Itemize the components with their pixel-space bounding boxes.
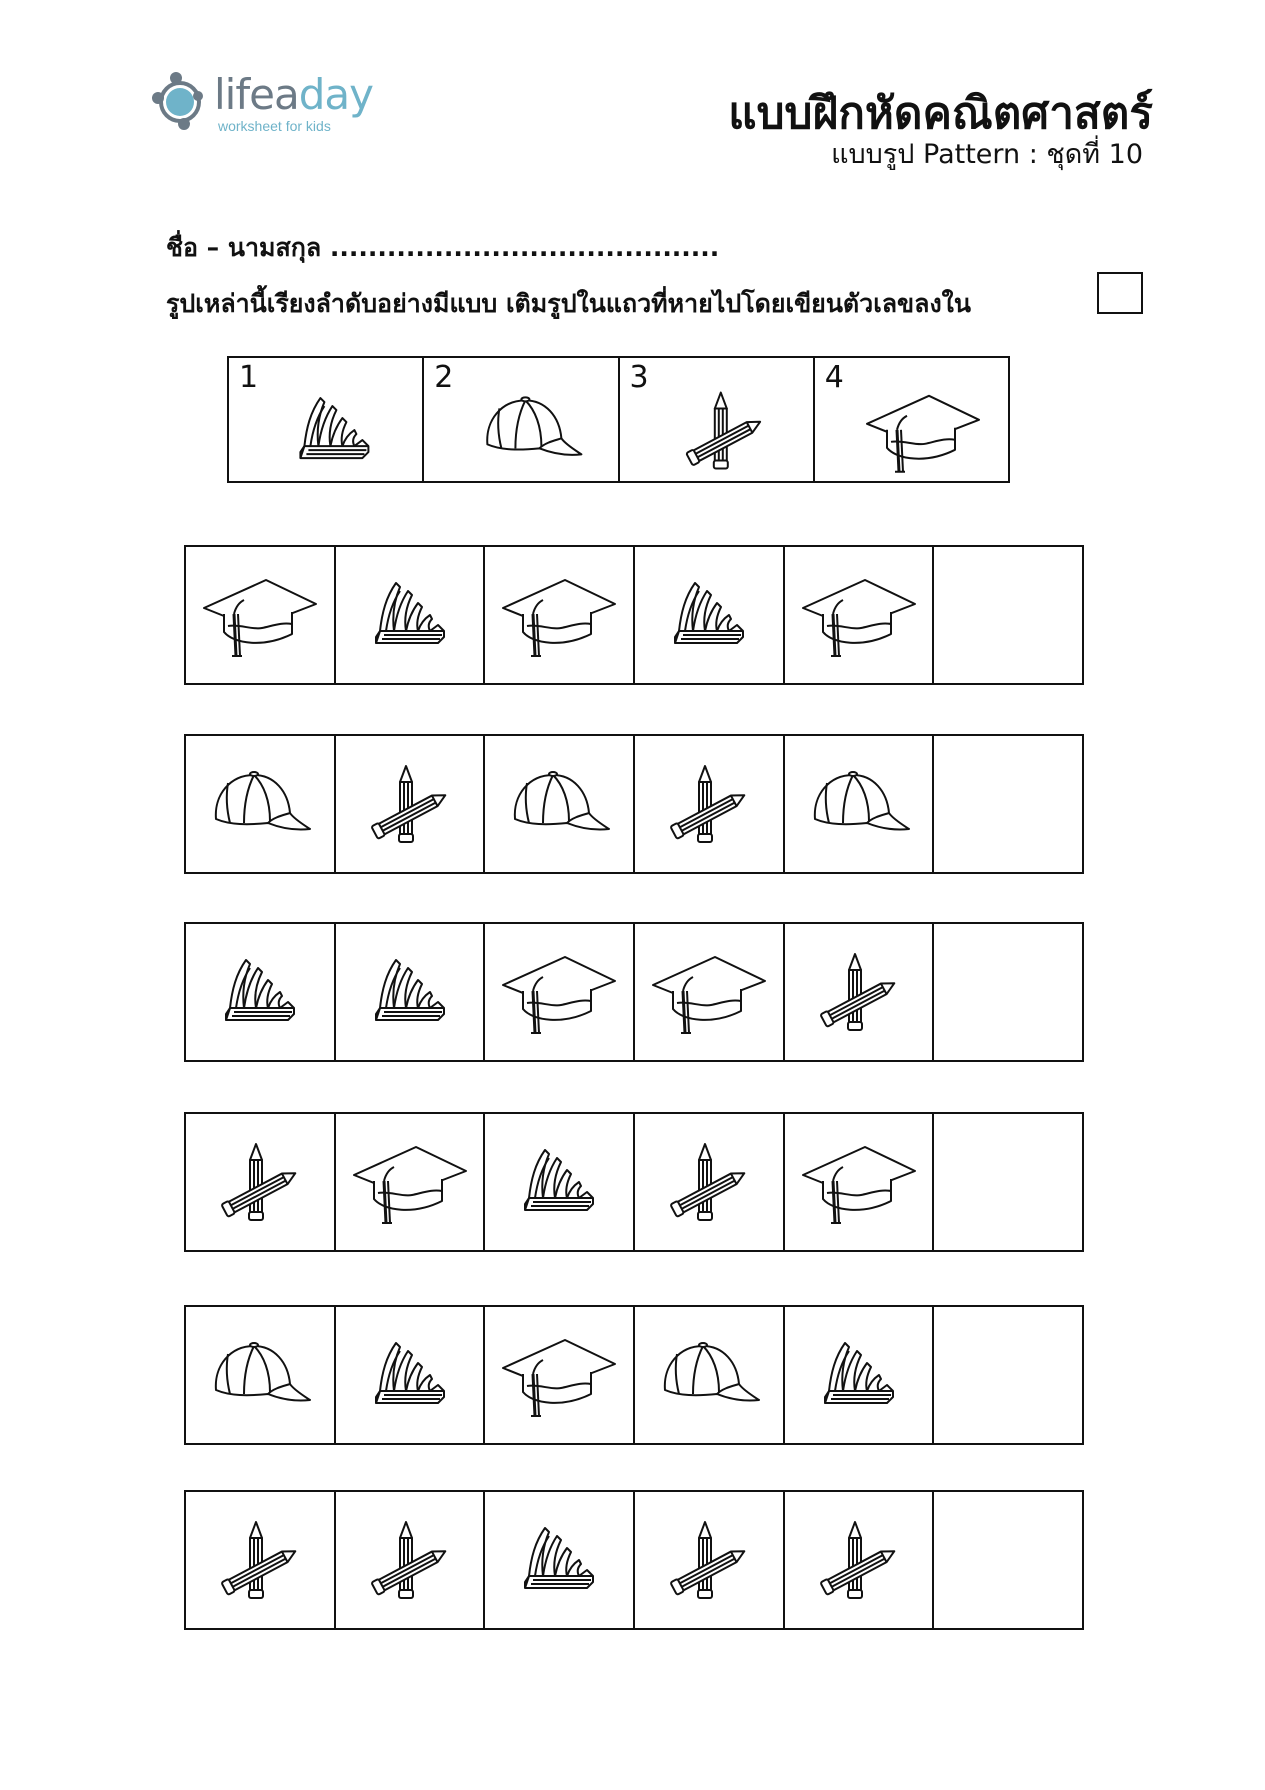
logo-tagline: worksheet for kids [218, 118, 331, 134]
pattern-cell [186, 1114, 336, 1250]
graduation-cap-icon [499, 570, 619, 660]
pattern-cell [186, 1492, 336, 1628]
key-cell [620, 358, 815, 481]
key-cell [815, 358, 1008, 481]
pencil-icon [665, 760, 753, 848]
logo-word-part1: lifea [214, 70, 299, 119]
pattern-cell [485, 736, 635, 872]
cap-icon [479, 390, 583, 468]
student-name-line[interactable]: ชื่อ – นามสกุล ......................................... [166, 233, 720, 262]
graduation-cap-icon [799, 1137, 919, 1227]
answer-blank-cell[interactable] [934, 547, 1082, 683]
pattern-row [184, 1305, 1084, 1445]
answer-blank-cell[interactable] [934, 924, 1082, 1060]
pattern-cell [485, 1307, 635, 1443]
book-icon [517, 1140, 601, 1224]
key-number: 2 [434, 360, 454, 395]
cap-icon [208, 1336, 312, 1414]
pattern-cell [785, 736, 935, 872]
pattern-cell [785, 1492, 935, 1628]
pattern-cell [485, 1114, 635, 1250]
graduation-cap-icon [649, 947, 769, 1037]
key-number: 1 [239, 360, 259, 395]
book-icon [218, 950, 302, 1034]
cap-icon [507, 765, 611, 843]
logo-word-part2: day [298, 70, 373, 119]
book-icon [292, 388, 376, 472]
pattern-cell [635, 1114, 785, 1250]
graduation-cap-icon [863, 385, 983, 475]
lifeaday-logo [152, 68, 392, 138]
pencil-icon [216, 1516, 304, 1604]
pencil-icon [815, 1516, 903, 1604]
pattern-cell [485, 547, 635, 683]
graduation-cap-icon [499, 947, 619, 1037]
pattern-cell [336, 1492, 486, 1628]
book-icon [368, 1333, 452, 1417]
book-icon [368, 950, 452, 1034]
pattern-cell [336, 736, 486, 872]
graduation-cap-icon [350, 1137, 470, 1227]
pattern-cell [186, 736, 336, 872]
pattern-cell [785, 1114, 935, 1250]
key-cell [229, 358, 424, 481]
page-title: แบบฝึกหัดคณิตศาสตร์ [728, 88, 1153, 139]
book-icon [368, 573, 452, 657]
key-number: 4 [824, 360, 844, 395]
pattern-cell [785, 547, 935, 683]
logo-wordmark [214, 72, 373, 118]
answer-box-example [1097, 272, 1143, 314]
answer-blank-cell[interactable] [934, 736, 1082, 872]
pattern-cell [635, 736, 785, 872]
book-icon [817, 1333, 901, 1417]
pattern-cell [785, 1307, 935, 1443]
book-icon [667, 573, 751, 657]
pattern-cell [485, 924, 635, 1060]
instruction-text: รูปเหล่านี้เรียงลำดับอย่างมีแบบ เติมรูปในแถวที่หายไปโดยเขียนตัวเลขลงใน [166, 289, 971, 318]
pattern-row [184, 1112, 1084, 1252]
logo-molecule-icon [152, 68, 212, 132]
pattern-cell [186, 1307, 336, 1443]
pattern-cell [186, 547, 336, 683]
pattern-cell [785, 924, 935, 1060]
cap-icon [657, 1336, 761, 1414]
pattern-cell [635, 547, 785, 683]
key-cell [424, 358, 619, 481]
pattern-row [184, 922, 1084, 1062]
answer-blank-cell[interactable] [934, 1114, 1082, 1250]
pattern-cell [635, 924, 785, 1060]
pattern-cell [336, 1114, 486, 1250]
answer-blank-cell[interactable] [934, 1307, 1082, 1443]
pattern-cell [635, 1492, 785, 1628]
pattern-cell [485, 1492, 635, 1628]
pattern-cell [336, 924, 486, 1060]
cap-icon [208, 765, 312, 843]
pattern-cell [186, 924, 336, 1060]
pencil-icon [665, 1138, 753, 1226]
pencil-icon [366, 760, 454, 848]
pencil-icon [216, 1138, 304, 1226]
book-icon [517, 1518, 601, 1602]
pattern-row [184, 1490, 1084, 1630]
pattern-cell [336, 1307, 486, 1443]
pattern-row [184, 734, 1084, 874]
pattern-row [184, 545, 1084, 685]
cap-icon [807, 765, 911, 843]
pattern-cell [635, 1307, 785, 1443]
legend-key [227, 356, 1010, 483]
answer-blank-cell[interactable] [934, 1492, 1082, 1628]
pencil-icon [366, 1516, 454, 1604]
key-number: 3 [629, 360, 649, 395]
pencil-icon [665, 1516, 753, 1604]
graduation-cap-icon [200, 570, 320, 660]
pattern-cell [336, 547, 486, 683]
page-subtitle: แบบรูป Pattern : ชุดที่ 10 [831, 139, 1143, 170]
pencil-icon [815, 948, 903, 1036]
pencil-icon [681, 386, 769, 474]
graduation-cap-icon [499, 1330, 619, 1420]
graduation-cap-icon [799, 570, 919, 660]
